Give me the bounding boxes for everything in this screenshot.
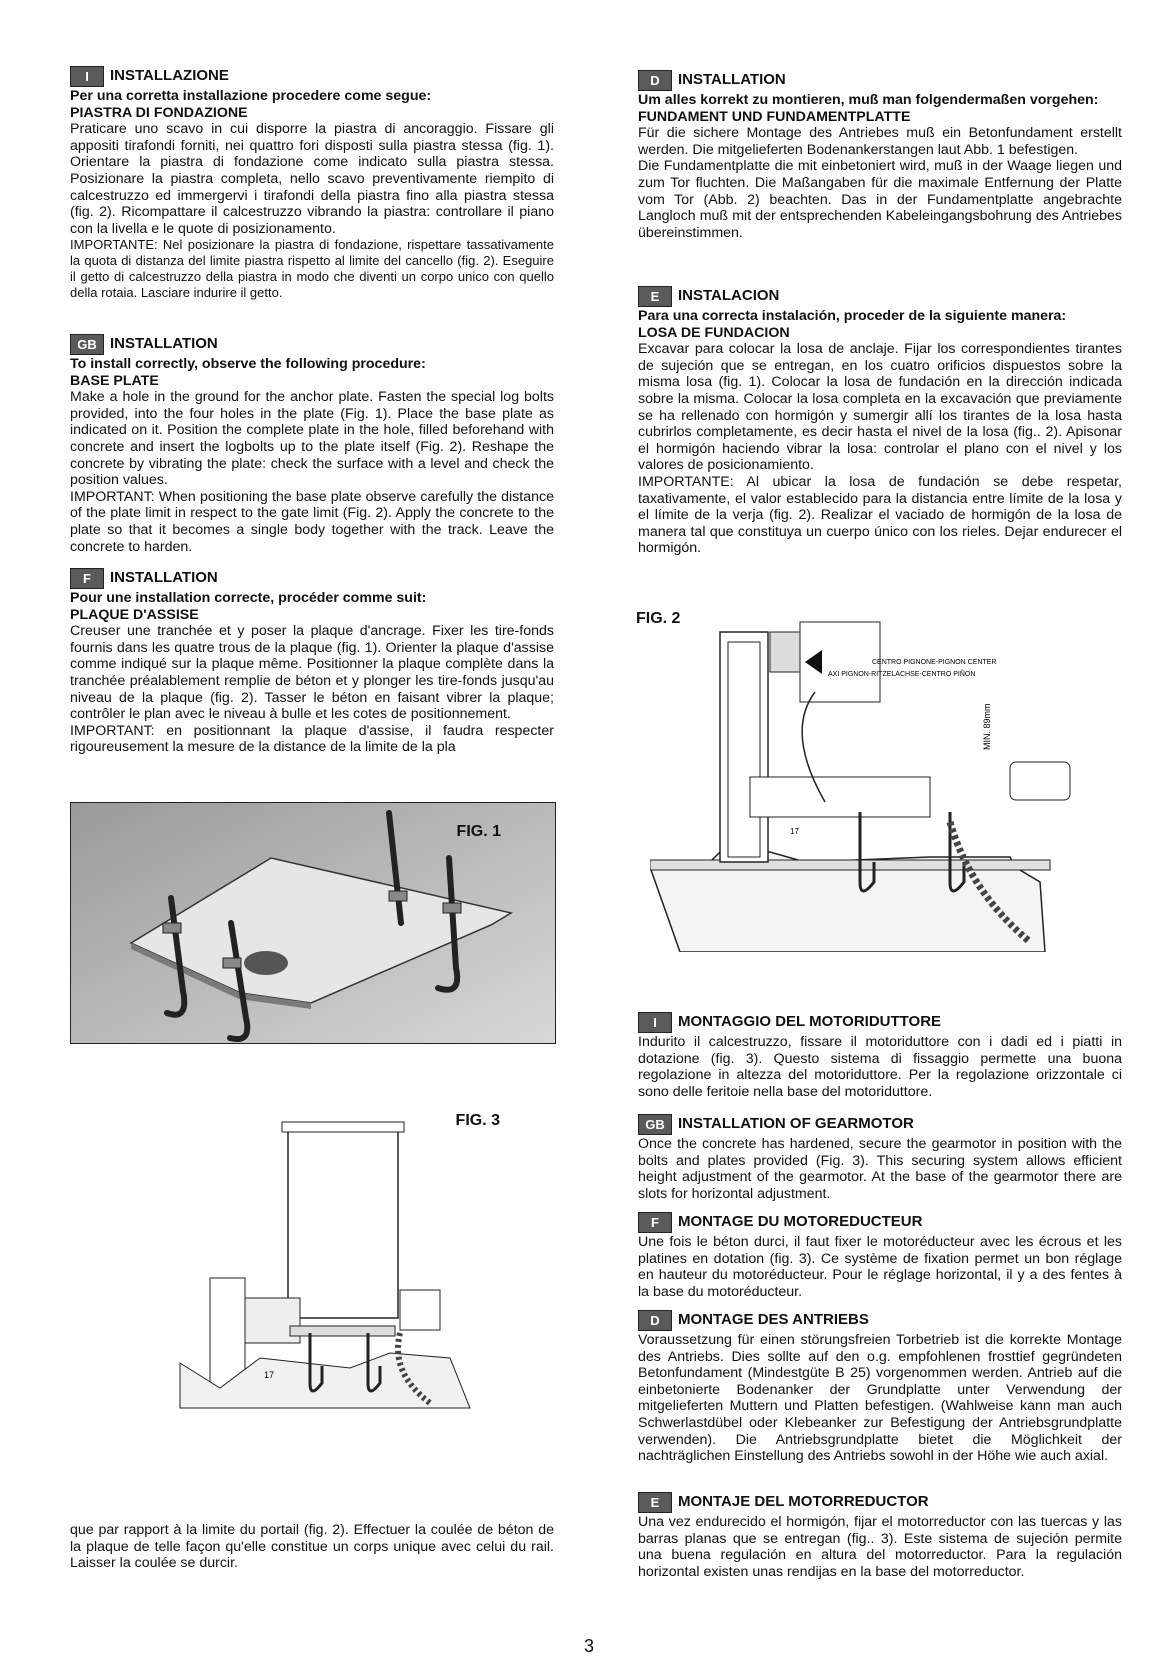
gearmotor-illustration <box>70 1118 554 1418</box>
section-it-motor <box>638 1012 1122 1100</box>
section-subtitle: BASE PLATE <box>70 372 159 389</box>
lang-badge-e: E <box>638 286 672 307</box>
section-it-install <box>70 66 554 301</box>
section-note: IMPORTANTE: Nel posizionare la piastra di fondazione, rispettare tassativamente la quota di distanza del limite piastra rispetto al limite del cancello (fig. 2). Eseguire il getto di calcestruzzo della piastra in modo che diventi un corpo unico con quello della rotaia. Lasciare indurire il getto. <box>70 237 554 301</box>
lang-badge-d: D <box>638 1310 672 1331</box>
lang-badge-d: D <box>638 70 672 91</box>
section-lead: To install correctly, observe the following procedure: <box>70 356 426 372</box>
section-gb-motor <box>638 1114 1122 1202</box>
figure-label: FIG. 2 <box>636 610 681 627</box>
section-body: Indurito il calcestruzzo, fissare il motoriduttore con i dadi ed i piatti in dotazione (fig. 3). Questo sistema di fissaggio permette una buona regolazione in altezza del motoriduttore. Per la regolazione orizzontale ci sono delle feritoie nella base del motoriduttore. <box>638 1034 1122 1100</box>
section-title: MONTAJE DEL MOTORREDUCTOR <box>678 1493 929 1511</box>
lang-badge-it: I <box>638 1012 672 1033</box>
lang-badge-e: E <box>638 1492 672 1513</box>
dimension-label: 17 <box>790 827 799 836</box>
section-title: INSTALLATION <box>110 569 218 587</box>
section-body: Una vez endurecido el hormigón, fijar el motorreductor con las tuercas y las barras planas que se entregan (fig.. 3). Este sistema de sujeción permite una buena regulación en altura del motorreductor. Para la regulación horizontal existen unas rendijas en la base del motorreductor. <box>638 1514 1122 1580</box>
section-body: Make a hole in the ground for the anchor plate. Fasten the special log bolts provided, into the four holes in the plate (Fig. 1). Place the base plate as indicated on it. Position the complete plate in the hole, filled beforehand with concrete and insert the logbolts up to the plate itself (Fig. 2). Reshape the concrete by vibrating the plate: check the surface with a level and check the position values. <box>70 389 554 489</box>
pinion-center-label: CENTRO PIGNONE-PIGNON CENTER <box>872 659 997 666</box>
section-title: MONTAGGIO DEL MOTORIDUTTORE <box>678 1013 942 1031</box>
section-note: IMPORTANTE: Al ubicar la losa de fundación se debe respetar, taxativamente, el valor establecido para la distancia entre límite de la losa y el límite de la verja (fig. 2). Realizar el vaciado de hormigón de la losa de manera tal que constituya un cuerpo único con los rieles. Dejar endurecer el hormigón. <box>638 473 1122 557</box>
pinion-axis-label: AXI PIGNON-RITZELACHSE-CENTRO PIÑON <box>828 671 976 678</box>
section-gb-install <box>70 334 554 555</box>
section-note: IMPORTANT: en positionnant la plaque d'assise, il faudra respecter rigoureusement la mesure de la distance de la limite de la pla <box>70 722 554 756</box>
section-title: INSTALLAZIONE <box>110 67 229 85</box>
section-e-install <box>638 286 1122 557</box>
lang-badge-it: I <box>70 66 104 87</box>
dimension-label: MIN. 89mm <box>982 703 992 750</box>
section-body: Excavar para colocar la losa de anclaje. Fijar los correspondientes tirantes de sujeción que se entregan, en los cuatro orificios dispuestos sobre la misma losa (fig. 1). Colocar la losa de fundación en la dirección indicada sobre la misma. Colocar la losa completa en la excavación que previamente se ha rellenado con hormigón y sumergir allí los tirantes de la losa hasta cubrirlos completamente, es decir hasta el nivel de la losa (fig.. 2). Apisonar el hormigón haciendo vibrar la losa: controlar el plano con el nivel y los valores de posicionamiento. <box>638 341 1122 474</box>
figure-2 <box>636 610 1116 952</box>
section-subtitle: LOSA DE FUNDACION <box>638 324 790 341</box>
page-number: 3 <box>584 1636 595 1656</box>
section-body: Creuser une tranchée et y poser la plaque d'ancrage. Fixer les tire-fonds fournis dans les quatre trous de la plaque (fig. 1). Orienter la plaque d'assise comme indiqué sur la plaque même. Positionner la plaque complète dans la tranchée préalablement remplie de béton et y plonger les tire-fonds jusqu'au niveau de la plaque (fig. 2). Tasser le béton en faisant vibrer la plaque; contrôler le plan avec le niveau à bulle et les cotes de positionnement. <box>70 623 554 723</box>
section-lead: Per una corretta installazione procedere come segue: <box>70 88 432 104</box>
section-f-continuation <box>70 1522 554 1572</box>
figure-label: FIG. 1 <box>456 823 501 840</box>
section-title: INSTALLATION OF GEARMOTOR <box>678 1115 914 1133</box>
lang-badge-f: F <box>638 1212 672 1233</box>
lang-badge-gb: GB <box>638 1114 672 1135</box>
section-lead: Um alles korrekt zu montieren, muß man folgendermaßen vorgehen: <box>638 92 1099 108</box>
section-subtitle: PIASTRA DI FONDAZIONE <box>70 104 248 121</box>
installation-section-diagram <box>650 612 1116 952</box>
section-f-install <box>70 568 554 756</box>
section-d-motor <box>638 1310 1122 1465</box>
section-body: que par rapport à la limite du portail (fig. 2). Effectuer la coulée de béton de la plaque de telle façon qu'elle constitue un corps unique avec celui du rail. Laisser la coulée se durcir. <box>70 1522 554 1572</box>
section-d-install <box>638 70 1122 241</box>
dimension-label: 17 <box>264 1370 275 1380</box>
section-body: Für die sichere Montage des Antriebes muß ein Betonfundament erstellt werden. Die mitgelieferten Bodenankerstangen laut Abb. 1 befestigen. <box>638 125 1122 158</box>
section-body: Une fois le béton durci, il faut fixer le motoréducteur avec les écrous et les platines en dotation (fig. 3). Ce système de fixation permet un bon réglage en hauteur du motoréducteur. Pour le réglage horizontal, il y a des fentes à la base du motoréducteur. <box>638 1234 1122 1300</box>
section-body: Voraussetzung für einen störungsfreien Torbetrieb ist die korrekte Montage des Antriebs. Dies sollte auf den o.g. empfohlenen frosttief gegründeten Betonfundament (Mindestgüte B 25) vorgenommen werden. Antrieb auf die einbetonierte Bodenanker der Grundplatte unter Verwendung der mitgelieferten Muttern und Platten befestigen. (Wahlweise kann man auch Schwerlastdübel oder Klebeanker zur Befestigung der Antriebsgrundplatte verwenden). Die Antriebsgrundplatte bietet die Möglichkeit der nachträglichen Einstellung des Antriebs sowohl in der Höhe wie auch axial. <box>638 1332 1122 1465</box>
section-body: Once the concrete has hardened, secure the gearmotor in position with the bolts and plates provided (Fig. 3). This securing system allows efficient height adjustment of the gearmotor. At the base of the gearmotor there are slots for horizontal adjustment. <box>638 1136 1122 1202</box>
section-lead: Para una correcta instalación, proceder de la siguiente manera: <box>638 308 1067 324</box>
section-subtitle: PLAQUE D'ASSISE <box>70 606 199 623</box>
section-note: Die Fundamentplatte die mit einbetoniert wird, muß in der Waage liegen und zum Tor fluchten. Die Maßangaben für die maximale Entfernung der Platte vom Tor (Abb. 2) beachten. Das in der Fundamentplatte angebrachte Langloch muß mit der entsprechenden Kabeleingangsbohrung des Antriebes übereinstimmen. <box>638 158 1122 241</box>
section-e-motor <box>638 1492 1122 1580</box>
lang-badge-f: F <box>70 568 104 589</box>
section-body: Praticare uno scavo in cui disporre la piastra di ancoraggio. Fissare gli appositi tirafondi forniti, nei quattro fori disposti sulla piastra stessa (fig. 1). Orientare la piastra di fondazione come indicato sulla piastra stessa. Posizionare la piastra completa, nello scavo preventivamente riempito di calcestruzzo ed immergervi i tirafondi della piastra fino alla piastra stessa (fig. 2). Ricompattare il calcestruzzo vibrando la piastra: controllare il piano con la livella e le quote di posizionamento. <box>70 121 554 237</box>
section-title: MONTAGE DU MOTOREDUCTEUR <box>678 1213 923 1231</box>
section-subtitle: FUNDAMENT UND FUNDAMENTPLATTE <box>638 108 911 125</box>
section-lead: Pour une installation correcte, procéder comme suit: <box>70 590 427 606</box>
figure-3 <box>70 1112 554 1418</box>
figure-label: FIG. 3 <box>455 1112 500 1129</box>
section-title: INSTALLATION <box>678 71 786 89</box>
figure-1 <box>70 802 556 1044</box>
section-title: INSTALLATION <box>110 335 218 353</box>
section-note: IMPORTANT: When positioning the base plate observe carefully the distance of the plate limit in respect to the gate limit (Fig. 2). Apply the concrete to the plate so that it becomes a single body together with the track. Leave the concrete to harden. <box>70 488 554 555</box>
section-title: INSTALACION <box>678 287 780 305</box>
section-title: MONTAGE DES ANTRIEBS <box>678 1311 869 1329</box>
section-f-motor <box>638 1212 1122 1300</box>
lang-badge-gb: GB <box>70 334 104 355</box>
